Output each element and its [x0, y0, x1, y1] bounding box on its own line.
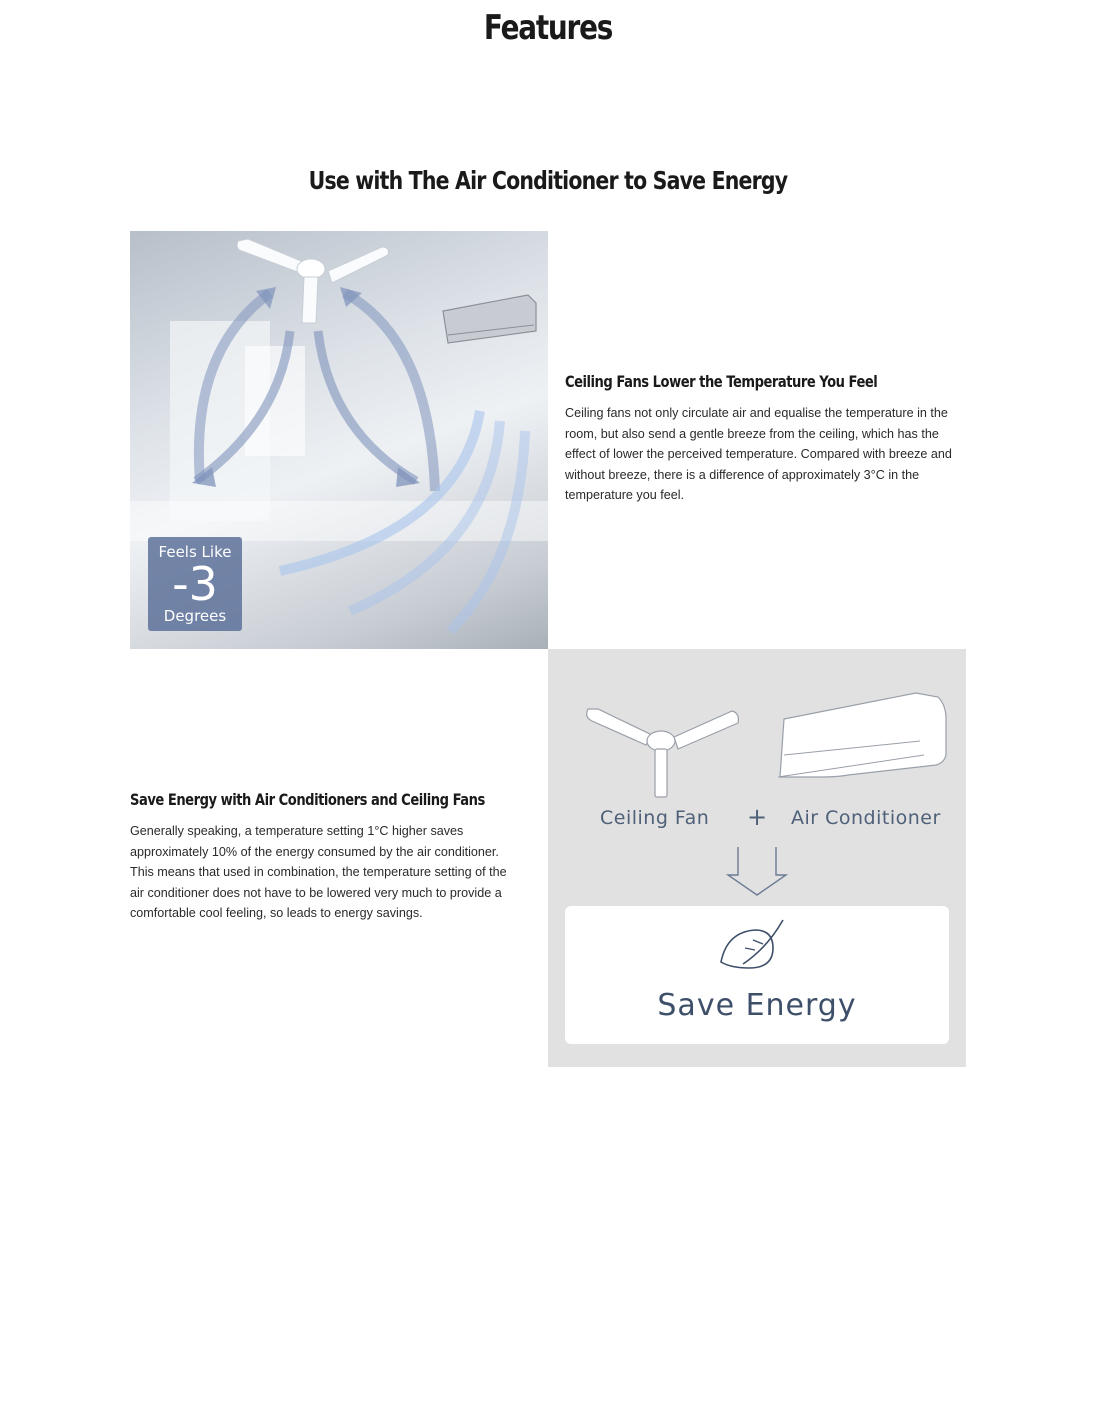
- save-energy-diagram: [548, 649, 966, 1067]
- feature-heading: Ceiling Fans Lower the Temperature You Feel: [565, 372, 878, 391]
- section-title: Use with The Air Conditioner to Save Energy: [308, 166, 788, 195]
- feature-save-energy-text: [130, 790, 520, 924]
- page-title: Features: [483, 8, 613, 48]
- degrees-label: Degrees: [163, 607, 227, 625]
- feature-ceiling-fans-text: [565, 372, 955, 506]
- feature-heading: Save Energy with Air Conditioners and Ceiling Fans: [130, 790, 485, 809]
- ceiling-fan-icon: [587, 709, 739, 797]
- fan-room-image: [130, 231, 548, 649]
- feature-body: Ceiling fans not only circulate air and equalise the temperature in the room, but also send a gentle breeze from the ceiling, which has the effect of lower the perceived temperature. Compared with breeze and without breeze, there is a difference of approximately 3°C in the temperature you feel.: [565, 406, 952, 503]
- down-arrow-icon: [728, 847, 786, 895]
- save-energy-label: Save Energy: [657, 988, 857, 1023]
- ceiling-fan-label: Ceiling Fan: [600, 807, 710, 829]
- save-energy-box: [565, 906, 949, 1044]
- feels-like-value: -3: [172, 557, 218, 611]
- air-conditioner-icon: [778, 693, 946, 777]
- air-conditioner-label: Air Conditioner: [791, 807, 941, 829]
- feels-like-label: Feels Like: [158, 543, 232, 561]
- feature-body: Generally speaking, a temperature setting 1°C higher saves approximately 10% of the energy consumed by the air conditioner. This means that used in combination, the temperature setting of the air conditioner does not have to be lowered very much to provide a comfortable cool feeling, so leads to energy savings.: [130, 824, 507, 921]
- feels-like-badge: [148, 537, 242, 631]
- plus-icon: +: [747, 803, 768, 831]
- air-conditioner-icon: [443, 295, 536, 343]
- leaf-icon: [717, 918, 787, 976]
